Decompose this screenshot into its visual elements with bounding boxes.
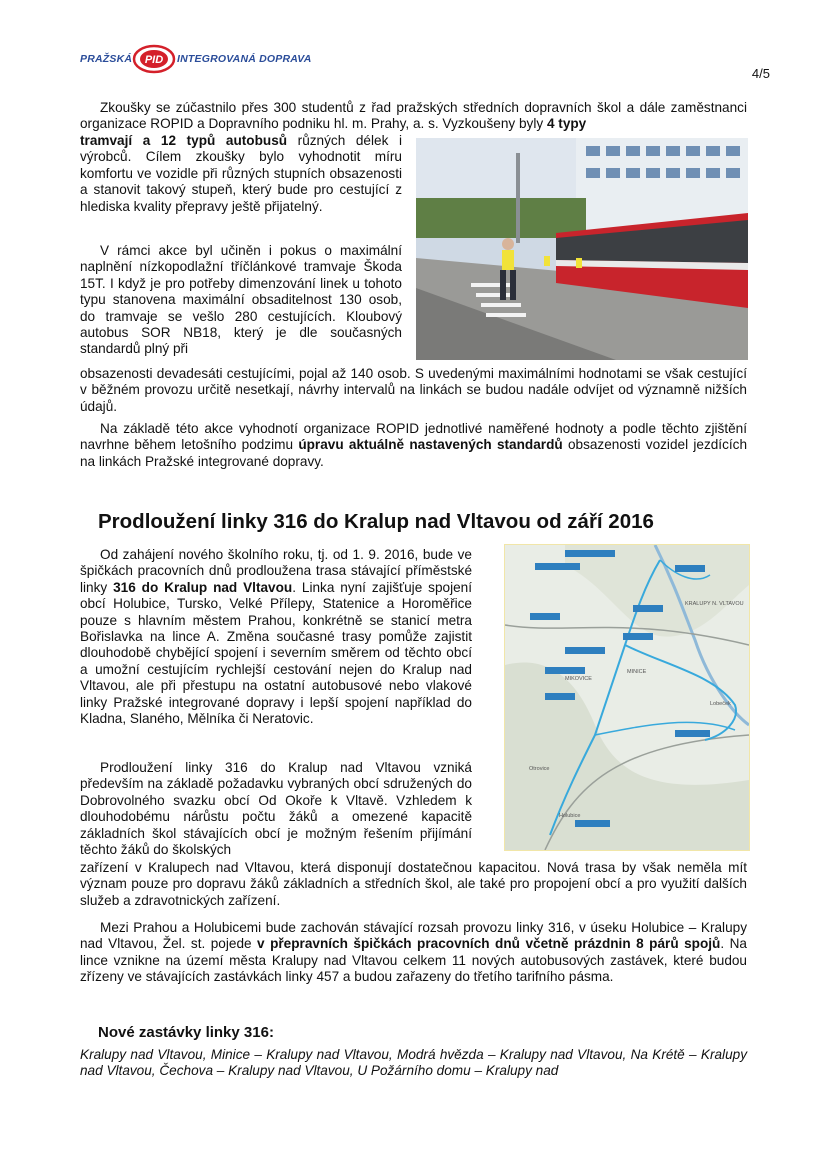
paragraph-reason: Prodloužení linky 316 do Kralup nad Vltavou vzniká především na základě požadavku vybraných obcí sdružených do Dobrovolného svazku obcí Od Okoře k Vltavě. Vzhledem k dlouhodobému nárůstu počtu žáků a omezené kapacitě základních škol stávajících obcí je možným řešením přijímání těchto žáků do školských	[80, 760, 472, 858]
paragraph-standards: Na základě této akce vyhodnotí organizace ROPID jednotlivé naměřené hodnoty a podle těchto zjištění navrhne během letošního podzimu úpravu aktuálně nastavených standardů obsazenosti vozidel jezdících na linkách Pražské integrované dopravy.	[80, 421, 748, 469]
new-stops-list: Kralupy nad Vltavou, Minice – Kralupy nad Vltavou, Modrá hvězda – Kralupy nad Vltavou, Na Krétě – Kralupy nad Vltavou, Čechova – Kralupy nad Vltavou, U Požárního domu – Kralupy nad	[80, 1047, 747, 1079]
paragraph-reason-cont: zařízení v Kralupech nad Vltavou, která disponují dostatečnou kapacitou. Nová trasa by však neměla mít význam pouze pro dopravu žáků základních a středních škol, ale také pro propojení obcí a pro využití dalších služeb a zdravotnických zařízení.	[80, 860, 747, 908]
pid-logo-mark-icon	[132, 44, 176, 74]
svg-text:PID: PID	[144, 54, 164, 66]
svg-text:Otrovice: Otrovice	[529, 766, 550, 772]
section-heading-line-316: Prodloužení linky 316 do Kralup nad Vltavou od září 2016	[98, 510, 654, 533]
svg-text:Holubice: Holubice	[559, 813, 581, 819]
logo-text-right: INTEGROVANÁ DOPRAVA	[177, 53, 312, 65]
route-map	[504, 544, 750, 851]
tram-photo	[416, 138, 748, 360]
svg-text:Lobeček: Lobeček	[710, 701, 731, 707]
page-number: 4/5	[751, 66, 770, 81]
paragraph-line-316-extension: Od zahájení nového školního roku, tj. od 1. 9. 2016, bude ve špičkách pracovních dnů prodloužena trasa stávající příměstské linky 316 do Kralup nad Vltavou. Linka nyní zajišťuje spojení obcí Holubice, Tursko, Velké Přílepy, Statenice a Horoměřice pouze s hlavním městem Prahou, konkrétně se stanicí metra Bořislavka na lince A. Změna současné trasy pomůže zajistit dlouhodobě chybějící spojení i severním směrem od těchto obcí a umožní cestujícím rychlejší cestování nejen do Kralup nad Vltavou, ale při přestupu na ostatní autobusové nebo vlakové linky Pražské integrované dopravy i lepší spojení například do Kladna, Slaného, Mělníka či Neratovic.	[80, 547, 472, 727]
paragraph-max-capacity: V rámci akce byl učiněn i pokus o maximální naplnění nízkopodlažní tříčlánkové tramvaje Škoda 15T. I když je pro potřeby dimenzování linek u tohoto typu stanovena maximální obsaditelnost 130 osob, do tramvaje se vešlo 280 cestujících. Kloubový autobus SOR NB18, který je dle současných standardů plný při	[80, 243, 402, 357]
pid-logo	[80, 44, 320, 74]
svg-text:MINICE: MINICE	[627, 669, 647, 675]
paragraph-test-types: tramvají a 12 typů autobusů různých délek i výrobců. Cílem zkoušky bylo vyhodnotit míru komfortu ve vozidle při různých stupních obsazenosti a stanovit takový stupeň, který bude pro cestující z hlediska kvality přepravy ještě přijatelný.	[80, 133, 402, 214]
paragraph-capacity-cont: obsazenosti devadesáti cestujícími, pojal až 140 osob. S uvedenými maximálními hodnotami se však cestující v běžném provozu určitě nesetkají, návrhy intervalů na linkách se budou nadále odvíjet od významně nižších údajů.	[80, 366, 747, 414]
svg-text:MIKOVICE: MIKOVICE	[565, 676, 592, 682]
svg-text:KRALUPY N. VLTAVOU: KRALUPY N. VLTAVOU	[685, 601, 744, 607]
paragraph-schedule: Mezi Prahou a Holubicemi bude zachován stávající rozsah provozu linky 316, v úseku Holubice – Kralupy nad Vltavou, Žel. st. pojede v přepravních špičkách pracovních dnů včetně prázdnin 8 párů spojů. Na lince vznikne na území města Kralupy nad Vltavou celkem 11 nových autobusových zastávek, které budou zřízeny ve stávajících zastávkách linky 457 a budou zařazeny do třetího tarifního pásma.	[80, 920, 747, 985]
paragraph-intro: Zkoušky se zúčastnilo přes 300 studentů z řad pražských středních dopravních škol a dále zaměstnanci organizace ROPID a Dopravního podniku hl. m. Prahy, a. s. Vyzkoušeny byly 4 typy	[80, 100, 747, 132]
subheading-new-stops: Nové zastávky linky 316:	[98, 1024, 274, 1041]
logo-text-left: PRAŽSKÁ	[80, 53, 133, 65]
